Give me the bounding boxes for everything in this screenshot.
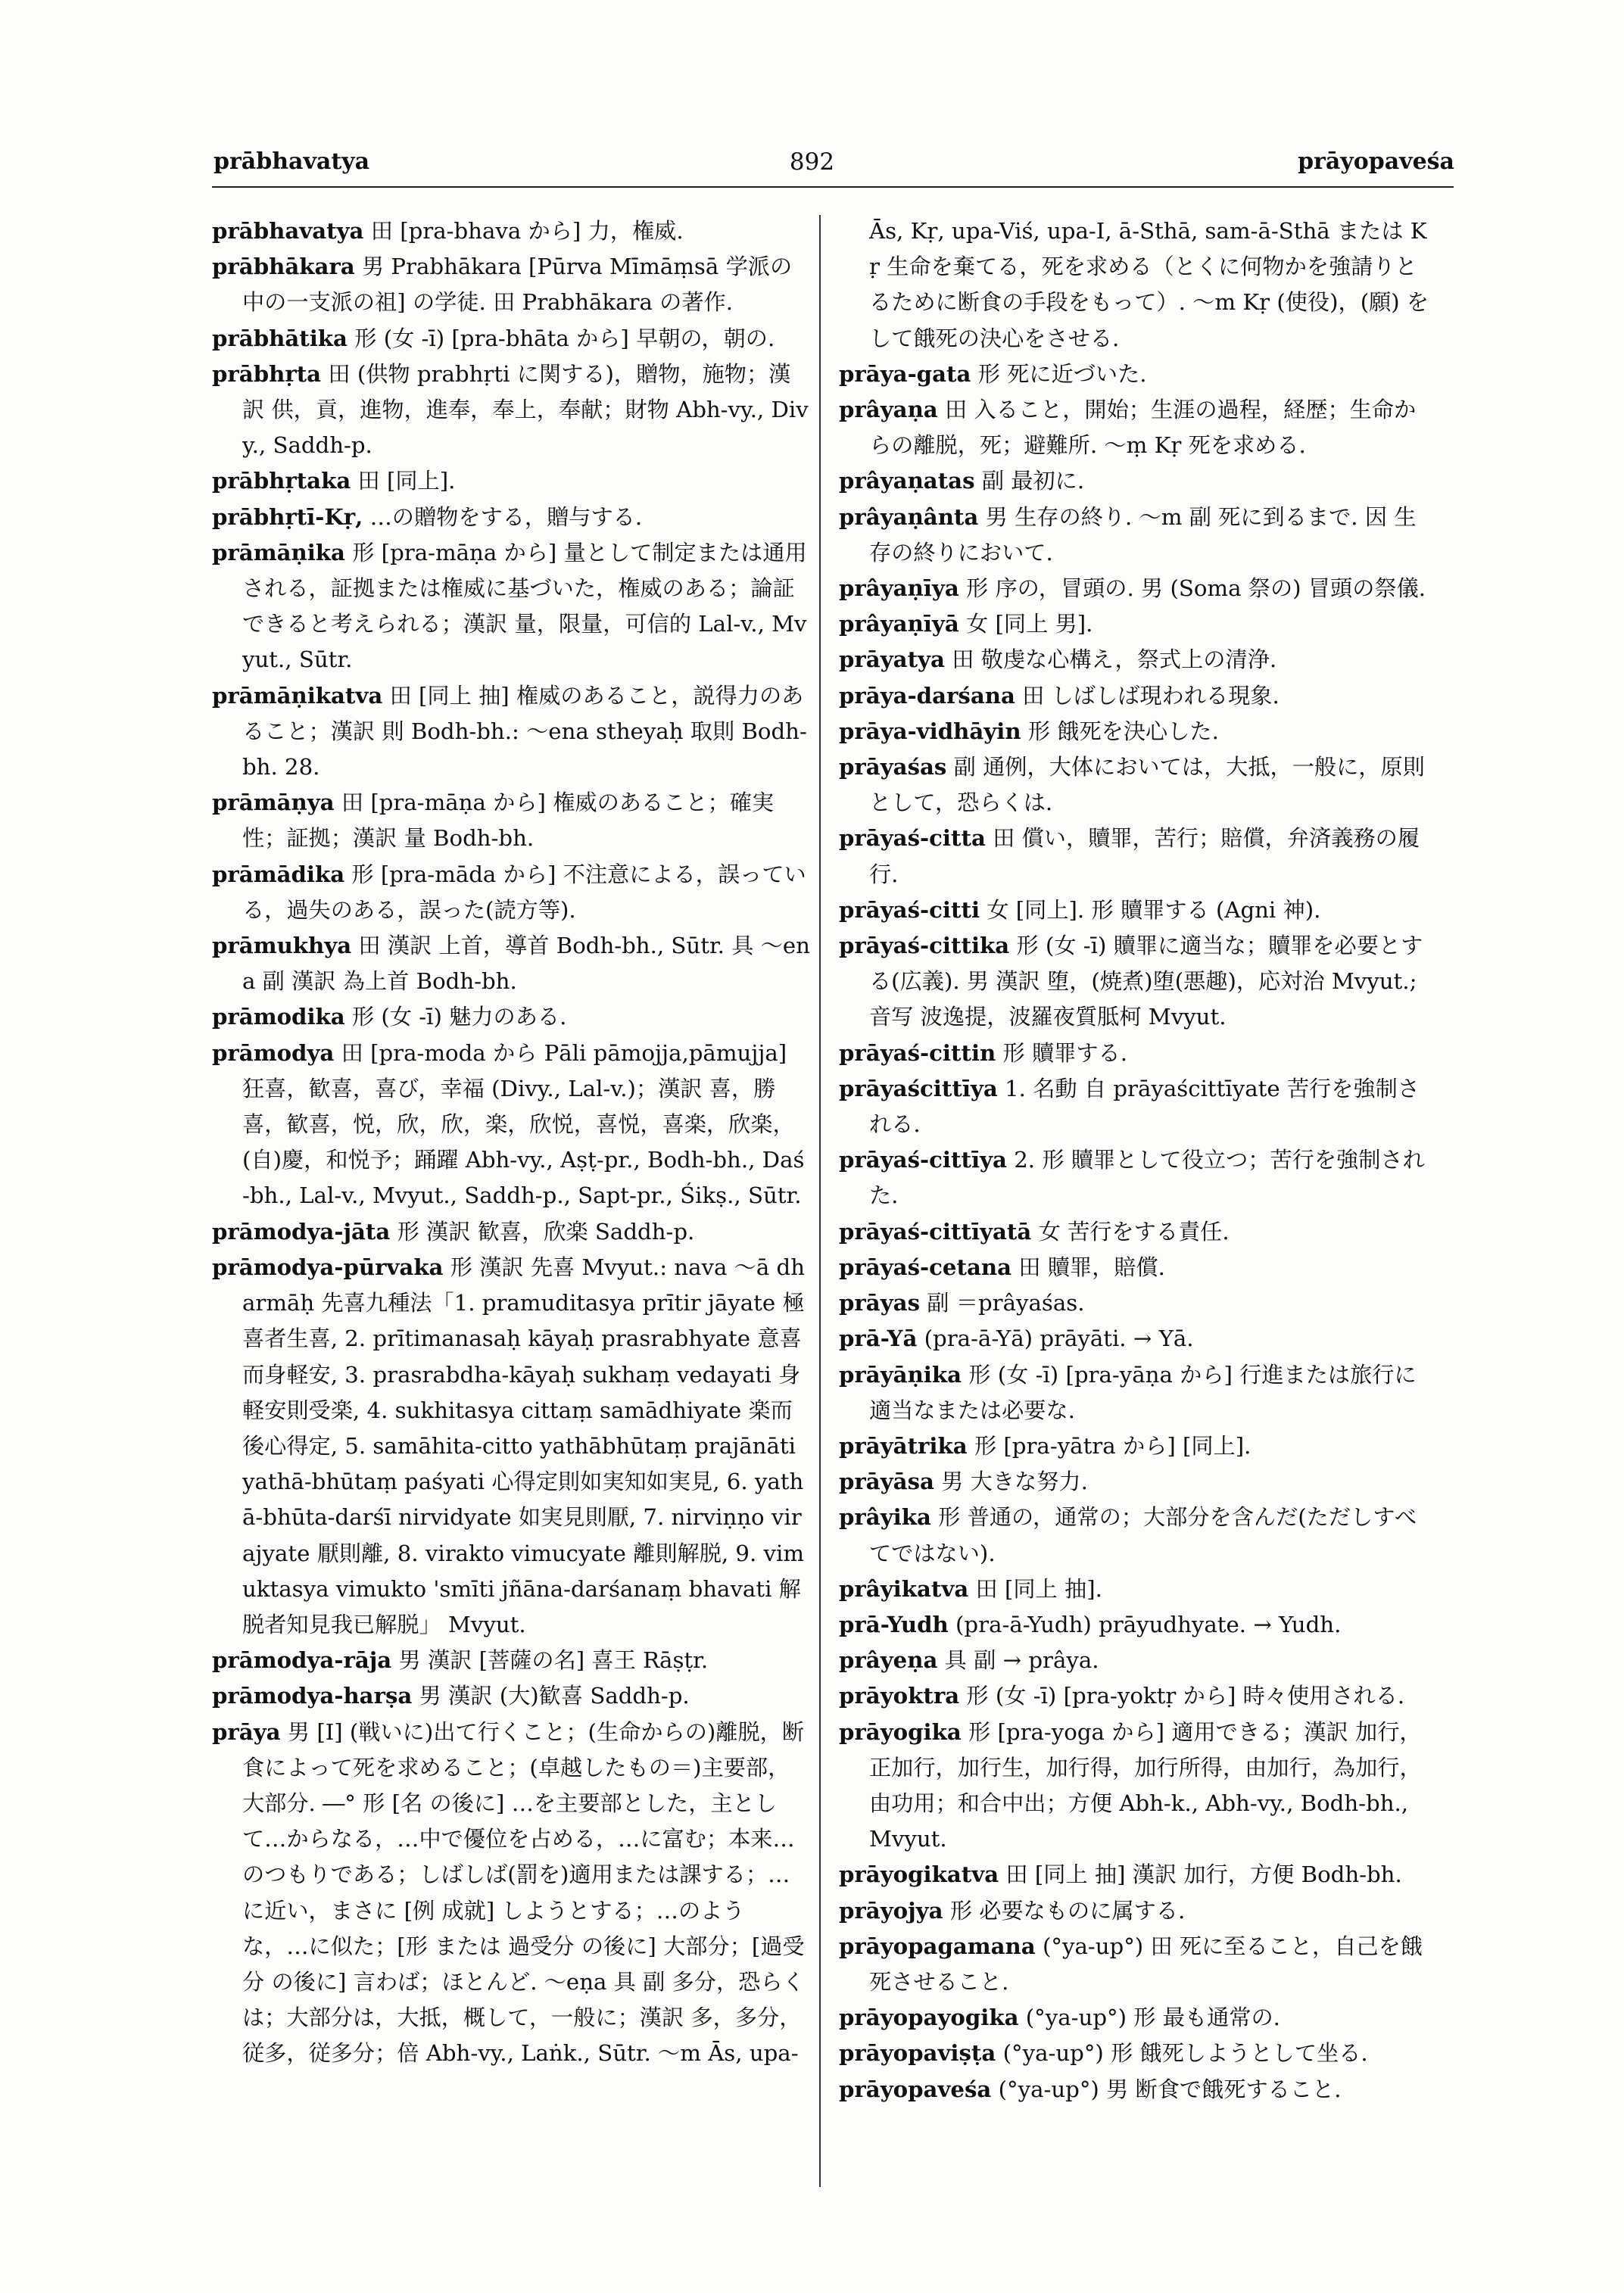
entry-definition: (°ya-up°) 形 最も通常の. [1025,2005,1280,2031]
entry-definition: 田 敬虔な心構え，祭式上の清浄. [952,646,1277,673]
entry-definition: 田 しばしば現われる現象. [1022,682,1280,709]
dictionary-entry [839,463,1437,499]
dictionary-entry [839,714,1437,749]
dictionary-entry [839,1572,1437,1607]
dictionary-entry [839,1607,1437,1643]
dictionary-entry [212,928,810,999]
entry-definition: 田 贖罪，賠償. [1018,1254,1165,1280]
entry-definition: 田 (供物 prabhṛti に関する)，贈物，施物；漢訳 供，貢，進物，進奉，奉上，奉献；財物 Abh-vy., Divy., Saddh-p. [242,360,809,459]
entry-definition: 田 償い，贖罪，苦行；賠償，弁済義務の履行. [869,825,1420,887]
entry-definition: 男 漢訳 [菩薩の名] 喜王 Rāṣṭr. [398,1647,709,1674]
dictionary-entry [839,571,1437,606]
entry-headword: prāyaścittīya [839,1075,998,1101]
entry-headword: prāyas [839,1290,921,1316]
entry-headword: prābhākara [212,254,355,280]
entry-headword: prāyaś-cittika [839,933,1010,959]
entry-definition: 形 贖罪する. [1002,1039,1128,1066]
entry-definition: 形 死に近づいた. [977,360,1147,387]
entry-definition: 田 [同上]. [357,468,456,494]
entry-definition: 形 漢訳 歓喜，欣楽 Saddh-p. [397,1218,695,1245]
dictionary-entry [839,1678,1437,1714]
dictionary-entry [839,1250,1437,1285]
dictionary-entry [839,1071,1437,1142]
dictionary-entry [839,606,1437,642]
entry-definition: 田 漢訳 上首，導首 Bodh-bh., Sūtr. 具 ～ena 副 漢訳 為上首 Bodh-bh. [242,933,810,995]
dictionary-entry [839,2072,1437,2108]
dictionary-entry [839,357,1437,392]
entry-definition: 形 (女 -ī) 贖罪に適当な；贖罪を必要とする(広義). 男 漢訳 堕，(焼煮)堕(悪趣)，応対治 Mvyut.; 音写 波逸提，波羅夜質胝柯 Mvyut. [869,933,1423,1030]
entry-definition: 田 入ること，開始；生涯の過程，経歴；生命からの離脱，死；避難所. ～ṃ Kṛ 死を求める. [869,397,1417,459]
entry-headword: prābhātika [212,325,348,351]
entry-headword: prāyaśas [839,754,947,780]
entry-headword: prāmodya-pūrvaka [212,1254,444,1280]
entry-headword: prāmodika [212,1004,345,1030]
entry-definition: 形 (女 -ī) [pra-yāṇa から] 行進または旅行に適当なまたは必要な. [869,1361,1417,1423]
dictionary-entry [212,1214,810,1250]
entry-definition: 男 生存の終り. ～m 副 死に到るまで. 因 生存の終りにおいて. [869,503,1417,565]
entry-definition: 形 [pra-yoga から] 適用できる；漢訳 加行，正加行，加行生，加行得，加行所得，由加行，為加行，由功用；和合中出；方便 Abh-k., Abh-vy., Bodh-bh., Mvyut. [869,1718,1422,1852]
entry-headword: prâyaṇīyā [839,611,959,637]
dictionary-entry [212,1715,810,2072]
entry-headword: prâyikatva [839,1575,969,1602]
dictionary-entry [839,1643,1437,1678]
entry-definition: 形 (女 -ī) 魅力のある. [351,1004,567,1030]
dictionary-entry [839,1285,1437,1321]
entry-definition: 形 [pra-māṇa から] 量として制定または通用される，証拠または権威に基づいた，権威のある；論証できると考えられる；漢訳 量，限量，可信的 Lal-v., Mvyut., Sūtr. [242,539,807,673]
entry-headword: prāyopayogika [839,2005,1019,2031]
entry-headword: prāyogikatva [839,1862,999,1888]
dictionary-entry [212,249,810,320]
entry-headword: prā-Yā [839,1326,918,1352]
entry-headword: prāyaś-cetana [839,1254,1011,1280]
dictionary-entry [212,213,810,249]
entry-headword: prâyaṇīya [839,575,959,602]
page-number: 892 [789,148,835,176]
entry-headword: prāya-darśana [839,682,1015,709]
entry-headword: prāyopagamana [839,1933,1036,1959]
entry-headword: prāmādika [212,861,345,887]
entry-headword: prā-Yudh [839,1611,949,1637]
entry-definition: 形 (女 -ī) [pra-yoktṛ から] 時々使用される. [966,1683,1405,1709]
dictionary-entry [839,893,1437,928]
entry-definition: 形 [pra-māda から] 不注意による，誤っている，過失のある，誤った(読方等). [242,861,806,923]
dictionary-entry [839,1357,1437,1428]
entry-headword: prāyaś-citta [839,825,986,852]
entry-definition: 具 副 → prâya. [944,1647,1099,1674]
entry-definition: 田 [同上 抽] 権威のあること，説得力のあること；漢訳 則 Bodh-bh.: ～ena stheyaḥ 取則 Bodh-bh. 28. [242,682,807,780]
entry-definition: 1. 名動 自 prāyaścittīyate 苦行を強制される. [869,1075,1420,1138]
dictionary-entry [839,2036,1437,2071]
left-guide-word: prābhavatya [214,148,370,175]
entry-definition: 形 序の，冒頭の. 男 (Soma 祭の) 冒頭の祭儀. [966,575,1426,602]
entry-headword: prāyāṇika [839,1361,962,1388]
entry-definition: 田 [pra-māṇa から] 権威のあること；確実性；証拠；漢訳 量 Bodh-bh. [242,790,775,852]
entry-definition: 田 [同上 抽] 漢訳 加行，方便 Bodh-bh. [1005,1862,1402,1888]
entry-headword: prābhṛtī-Kṛ, [212,503,363,530]
dictionary-entry [212,857,810,928]
entry-definition: 女 [同上]. 形 贖罪する (Agni 神). [987,896,1321,923]
entry-headword: prāyogika [839,1718,962,1745]
entry-definition: (°ya-up°) 男 断食で餓死すること. [998,2076,1342,2102]
entry-headword: prāmodya-rāja [212,1647,392,1674]
entry-definition: 形 普通の，通常の；大部分を含んだ(ただしすべてではない). [869,1504,1417,1566]
dictionary-entry [839,678,1437,714]
entry-definition: 田 [pra-bhava から] 力，権威. [370,218,684,244]
dictionary-entry [212,1678,810,1714]
right-guide-word: prāyopaveśa [1298,148,1454,175]
entry-definition: 女 [同上 男]. [966,611,1093,637]
entry-definition: 男 Prabhākara [Pūrva Mīmāṃsā 学派の中の一支派の祖] の学徒. 田 Prabhākara の著作. [242,254,793,316]
dictionary-entry [839,749,1437,821]
entry-definition: 男 [I] (戦いに)出て行くこと；(生命からの)離脱，断食によって死を求めること；(卓越したもの＝)主要部，大部分. ―° 形 [名 の後に] …を主要部とした，主として…からなる，…中で優位を占める，…に富む；本来…のつもりである；しばしば(罰を)適用または課する；…に近い，まさに [例 成就] しようとする；…のような，…に似た；[形 または 過受分 の後に] 大部分；[過受分 の後に] 言わば；ほとんど. ～eṇa 具 副 多分，恐らくは；大部分は，大抵，概して，一般に；漢訳 多，多分，従多，従多分；倍 Abh-vy., Laṅk., Sūtr. ～m Ās, upa- [242,1718,805,2067]
entry-headword: prāyaś-citti [839,896,980,923]
entry-definition: 2. 形 贖罪として役立つ；苦行を強制された. [869,1147,1425,1209]
dictionary-entry [839,1857,1437,1893]
entry-headword: prābhṛta [212,360,322,387]
entry-headword: prāyatya [839,646,945,673]
entry-definition: (pra-ā-Yā) prāyāti. → Yā. [924,1326,1194,1352]
entry-headword: prāmāṇikatva [212,682,383,709]
column-divider [819,215,821,2187]
dictionary-entry [839,821,1437,892]
entry-headword: prāyātrika [839,1432,968,1459]
entry-definition: 副 最初に. [981,468,1085,494]
entry-definition: (pra-ā-Yudh) prāyudhyate. → Yudh. [955,1611,1342,1637]
entry-definition: Ās, Kṛ, upa-Viś, upa-I, ā-Sthā, sam-ā-Sthā または Kṛ 生命を棄てる，死を求める（とくに何物かを強請りとるために断食の手段をもって）. ～m Kṛ (使役)，(願) をして餓死の決心をさせる. [869,218,1429,351]
dictionary-entry [839,1142,1437,1213]
entry-headword: prāya-gata [839,360,971,387]
entry-headword: prâyika [839,1504,931,1531]
entry-headword: prābhavatya [212,218,364,244]
entry-headword: prâyaṇânta [839,503,979,530]
entry-headword: prāmukhya [212,933,352,959]
dictionary-entry [839,1036,1437,1071]
entry-definition: 男 漢訳 (大)歓喜 Saddh-p. [419,1683,690,1709]
entry-headword: prāyopaviṣṭa [839,2040,996,2067]
dictionary-entry [212,1250,810,1643]
entry-definition: 男 大きな努力. [941,1469,1088,1495]
entry-headword: prābhṛtaka [212,468,351,494]
dictionary-entry [839,1214,1437,1250]
entry-definition: 形 [pra-yātra から] [同上]. [974,1432,1252,1459]
dictionary-entry [839,1715,1437,1858]
entry-definition: …の贈物をする，贈与する. [369,503,643,530]
dictionary-entry [839,213,1437,357]
entry-headword: prāmāṇya [212,790,335,816]
entry-headword: prāya [212,1718,281,1745]
dictionary-entry [212,500,810,535]
header-rule [212,186,1454,188]
entry-definition: (°ya-up°) 田 死に至ること，自己を餓死させること. [869,1933,1423,1995]
entry-headword: prāyaś-cittin [839,1039,996,1066]
dictionary-entry [212,357,810,464]
entry-headword: prāmodya-harṣa [212,1683,413,1709]
dictionary-entry [212,463,810,499]
entry-headword: prâyaṇatas [839,468,975,494]
dictionary-entry [839,1464,1437,1500]
entry-headword: prâyaṇa [839,397,938,423]
entry-headword: prāyāsa [839,1469,934,1495]
entry-definition: 田 [pra-moda から Pāli pāmojja,pāmujja] 狂喜，歓喜，喜び，幸福 (Divy., Lal-v.)；漢訳 喜，勝喜，歓喜，悦，欣，欣，楽，欣悦，喜悦，喜楽，欣楽，(自)慶，和悦予；踊躍 Abh-vy., Aṣṭ-pr., Bodh-bh., Daś-bh., Lal-v., Mvyut., Saddh-p., Sapt-pr., Śikṣ., Sūtr. [242,1039,805,1209]
entry-definition: 形 (女 -ī) [pra-bhāta から] 早朝の，朝の. [354,325,775,351]
left-column [212,213,810,2072]
dictionary-entry [839,1500,1437,1571]
dictionary-entry [839,392,1437,463]
entry-headword: prāmāṇika [212,539,345,565]
entry-definition: 女 苦行をする責任. [1038,1218,1230,1245]
entry-headword: prāyaś-cittīya [839,1147,1007,1173]
dictionary-entry [212,785,810,856]
entry-headword: prāmodya [212,1039,335,1066]
dictionary-entry [212,1643,810,1678]
dictionary-entry [839,1428,1437,1464]
dictionary-entry [839,2000,1437,2036]
right-column [839,213,1437,2108]
entry-headword: prāyaś-cittīyatā [839,1218,1032,1245]
entry-definition: 形 漢訳 先喜 Mvyut.: nava ～ā dharmāḥ 先喜九種法「1. pramuditasya prītir jāyate 極喜者生喜, 2. prītimanasaḥ kāyaḥ prasrabhyate 意喜而身軽安, 3. prasrabdha-kāyaḥ sukhaṃ vedayati 身軽安則受楽, 4. sukhitasya cittaṃ samādhiyate 楽而後心得定, 5. samāhita-citto yathābhūtaṃ prajānāti yathā-bhūtaṃ paśyati 心得定則如実知如実見, 6. yathā-bhūta-darśī nirvidyate 如実見則厭, 7. nirviṇṇo virajyate 厭則離, 8. virakto vimucyate 離則解脱, 9. vimuktasya vimukto 'smīti jñāna-darśanaṃ bhavati 解脱者知見我已解脱」 Mvyut. [242,1254,806,1637]
dictionary-entry [839,928,1437,1036]
entry-definition: (°ya-up°) 形 餓死しようとして坐る. [1002,2040,1368,2067]
dictionary-entry [212,678,810,786]
dictionary-entry [839,1929,1437,2000]
entry-headword: prāyojya [839,1897,943,1924]
dictionary-entry [839,1321,1437,1357]
dictionary-entry [212,999,810,1035]
entry-definition: 形 必要なものに属する. [949,1897,1186,1924]
entry-definition: 形 餓死を決心した. [1027,718,1219,744]
dictionary-entry [212,535,810,678]
entry-definition: 田 [同上 抽]. [975,1575,1102,1602]
entry-headword: prâyeṇa [839,1647,938,1674]
dictionary-entry [839,500,1437,571]
entry-headword: prāya-vidhāyin [839,718,1021,744]
dictionary-entry [212,1036,810,1214]
dictionary-entry [839,1893,1437,1929]
dictionary-entry [212,321,810,357]
dictionary-entry [839,642,1437,678]
entry-headword: prāmodya-jāta [212,1218,391,1245]
entry-definition: 副 通例，大体においては，大抵，一般に，原則として，恐らくは. [869,754,1425,816]
entry-headword: prāyopaveśa [839,2076,992,2102]
entry-definition: 副 ＝prâyaśas. [927,1290,1085,1316]
entry-headword: prāyoktra [839,1683,960,1709]
